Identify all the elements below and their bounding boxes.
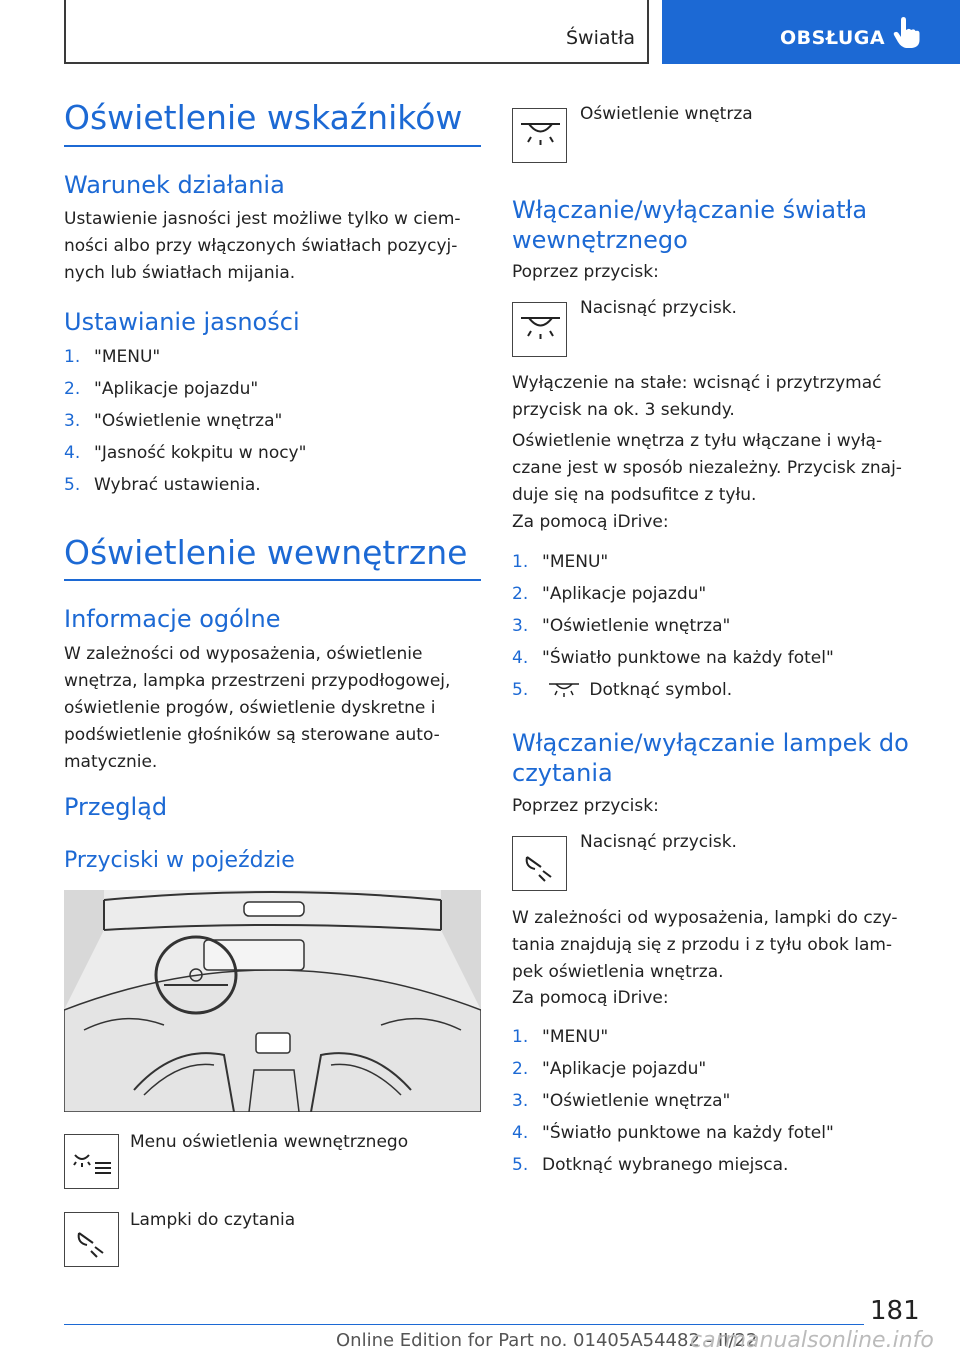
interior-light-menu-label: Menu oświetlenia wewnętrznego	[130, 1132, 409, 1152]
heading-toggle-reading-light	[512, 728, 909, 788]
interior-light-menu-button	[64, 1134, 119, 1189]
paragraph-reading-lights	[512, 905, 898, 986]
text-line: Wyłączenie na stałe: wcisnąć i przytrzymać	[512, 373, 882, 393]
interior-light-button	[512, 108, 567, 163]
heading-toggle-interior-light	[512, 195, 867, 255]
text-line: duje się na podsufitce z tyłu.	[512, 485, 757, 505]
text-line: Oświetlenie wnętrza z tyłu włączane i wyłą-	[512, 431, 883, 451]
press-button-label: Nacisnąć przycisk.	[580, 298, 737, 318]
text-line: wnętrza, lampka przestrzeni przypodłogowej,	[64, 671, 451, 691]
header-section-box	[64, 0, 649, 64]
reading-light-icon	[65, 1213, 120, 1268]
text-line: podświetlenie głośników są sterowane auto-	[64, 725, 440, 745]
list-item: 1. "MENU"	[64, 347, 161, 367]
text-line: tania znajdują się z przodu i z tyłu obok lam-	[512, 935, 893, 955]
text-line: ności albo przy włączonych światłach pozycyj-	[64, 236, 458, 256]
heading-general-info: Informacje ogólne	[64, 605, 281, 633]
interior-light-icon	[513, 303, 568, 358]
interior-light-label: Oświetlenie wnętrza	[580, 104, 753, 124]
heading-operating-condition: Warunek działania	[64, 171, 285, 199]
press-button-label: Nacisnąć przycisk.	[580, 832, 737, 852]
list-item: 2. "Aplikacje pojazdu"	[512, 1059, 707, 1079]
via-idrive-label: Za pomocą iDrive:	[512, 512, 669, 532]
heading-buttons-in-vehicle: Przyciski w pojeździe	[64, 848, 295, 873]
text-line: pek oświetlenia wnętrza.	[512, 962, 724, 982]
text-line: Ustawienie jasności jest możliwe tylko w ciem-	[64, 209, 461, 229]
paragraph-general	[64, 641, 450, 776]
heading-overview: Przegląd	[64, 793, 168, 821]
list-item: 5. Dotknąć symbol.	[512, 680, 733, 700]
interior-light-icon	[547, 681, 581, 699]
list-item: 2. "Aplikacje pojazdu"	[512, 584, 707, 604]
list-item: 2. "Aplikacje pojazdu"	[64, 379, 259, 399]
cockpit-drawing	[64, 890, 481, 1112]
heading-rule	[64, 579, 481, 581]
list-item: 4. "Światło punktowe na każdy fotel"	[512, 1123, 834, 1143]
reading-light-label: Lampki do czytania	[130, 1210, 296, 1230]
footer-rule	[64, 1324, 864, 1325]
text-line: oświetlenie progów, oświetlenie dyskretne i	[64, 698, 436, 718]
text-line: czane jest w sposób niezależny. Przycisk znaj-	[512, 458, 902, 478]
via-idrive-label: Za pomocą iDrive:	[512, 988, 669, 1008]
list-item: 5. Dotknąć wybranego miejsca.	[512, 1155, 789, 1175]
page-number: 181	[870, 1296, 920, 1326]
list-item: 3. "Oświetlenie wnętrza"	[512, 616, 731, 636]
reading-light-button	[512, 836, 567, 891]
header-section-title: Światła	[565, 27, 635, 49]
list-item: 3. "Oświetlenie wnętrza"	[512, 1091, 731, 1111]
list-item: 4. "Jasność kokpitu w nocy"	[64, 443, 307, 463]
interior-light-button	[512, 302, 567, 357]
paragraph-permanent-off	[512, 370, 882, 424]
list-item: 5. Wybrać ustawienia.	[64, 475, 261, 495]
heading-line: Włączanie/wyłączanie światła	[512, 196, 868, 224]
footer-edition: Online Edition for Part no. 01405A54482 - II/22	[336, 1330, 758, 1351]
paragraph-condition	[64, 206, 461, 287]
reading-light-icon	[513, 837, 568, 892]
cockpit-illustration	[64, 890, 481, 1112]
via-button-label: Poprzez przycisk:	[512, 796, 659, 816]
list-item: 1. "MENU"	[512, 1027, 609, 1047]
list-item: 3. "Oświetlenie wnętrza"	[64, 411, 283, 431]
heading-line: czytania	[512, 759, 613, 787]
text-line: W zależności od wyposażenia, oświetlenie	[64, 644, 423, 664]
reading-light-button	[64, 1212, 119, 1267]
heading-interior-lighting: Oświetlenie wewnętrzne	[64, 533, 468, 572]
interior-light-menu-icon	[65, 1135, 120, 1190]
heading-rule	[64, 145, 481, 147]
heading-line: wewnętrznego	[512, 226, 688, 254]
text-line: matycznie.	[64, 752, 158, 772]
text-line: przycisk na ok. 3 sekundy.	[512, 400, 735, 420]
heading-brightness-setting: Ustawianie jasności	[64, 308, 300, 336]
heading-line: Włączanie/wyłączanie lampek do	[512, 729, 909, 757]
header-chapter-title: OBSŁUGA	[780, 27, 886, 49]
list-item: 1. "MENU"	[512, 552, 609, 572]
hand-pointer-icon	[892, 16, 922, 50]
interior-light-icon	[513, 109, 568, 164]
via-button-label: Poprzez przycisk:	[512, 262, 659, 282]
text-line: W zależności od wyposażenia, lampki do czy-	[512, 908, 898, 928]
paragraph-rear-light	[512, 428, 902, 509]
text-line: nych lub światłach mijania.	[64, 263, 296, 283]
header-chapter-tab[interactable]	[662, 0, 960, 64]
list-item: 4. "Światło punktowe na każdy fotel"	[512, 648, 834, 668]
heading-indicator-lighting: Oświetlenie wskaźników	[64, 98, 463, 137]
watermark: carmanualsonline.info	[690, 1328, 934, 1353]
